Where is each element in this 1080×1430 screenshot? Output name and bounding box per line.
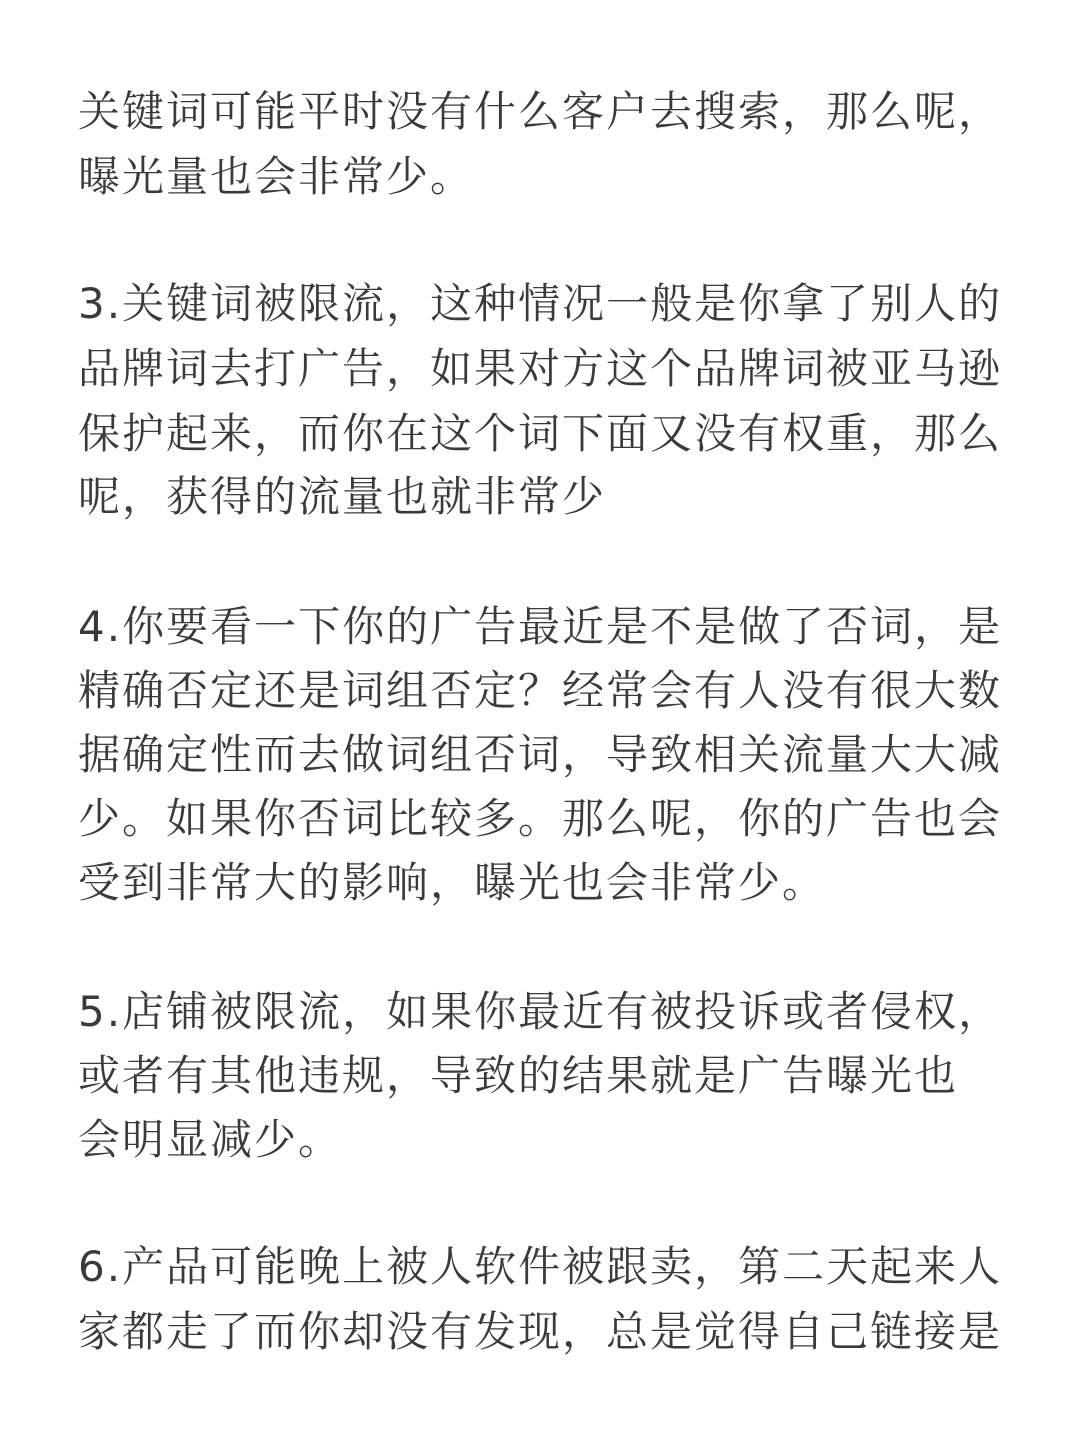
text-segment: ，如果你最近有被投诉或者侵权， <box>342 987 1003 1036</box>
text-line <box>78 725 1002 785</box>
text-segment: 少。如果你否词比较多。那么呢，你的广告也会 <box>78 794 1003 843</box>
text-line <box>78 274 1002 334</box>
text-line <box>78 1237 1002 1297</box>
text-segment: 5. <box>78 987 123 1036</box>
text-line <box>78 1302 1002 1362</box>
text-segment: ，这种情况一般是你拿了别人的 <box>386 279 1003 328</box>
highlighted-keyword: 被跟卖 <box>562 1242 695 1291</box>
text-segment: 或者有其他违规，导致的结果就是广告曝光也 <box>78 1051 959 1100</box>
text-segment: 家都走了而你却没有发现，总是觉得自己链接是 <box>78 1307 1003 1356</box>
text-segment: 品牌词去打广告，如果对方这个品牌词被亚马逊 <box>78 344 1003 393</box>
text-line <box>78 597 1002 657</box>
highlighted-keyword: 否词 <box>826 602 915 651</box>
text-segment: 3. <box>78 279 123 328</box>
text-line <box>78 467 606 527</box>
text-line <box>78 789 1002 849</box>
text-line <box>78 404 1002 464</box>
text-segment: 4.你要看一下你的广告最近是不是做了 <box>78 602 827 651</box>
text-segment: ，是 <box>914 602 1003 651</box>
text-line <box>78 1046 958 1106</box>
text-segment: 精确否定还是词组否定？经常会有人没有很大数 <box>78 666 1003 715</box>
text-line <box>78 82 1002 142</box>
text-segment: 受到非常大的影响，曝光也会非常少。 <box>78 858 827 907</box>
text-line <box>78 147 474 207</box>
text-segment: 6.产品可能晚上被人软件 <box>78 1242 563 1291</box>
text-segment: 据确定性而去做词组否词，导致相关流量大大减 <box>78 730 1003 779</box>
highlighted-keyword: 店铺被限流 <box>122 987 343 1036</box>
text-line <box>78 853 826 913</box>
text-segment: 保护起来，而你在这个词下面又没有权重，那么 <box>78 409 1003 458</box>
highlighted-keyword: 关键词被限流 <box>122 279 387 328</box>
text-line <box>78 1110 342 1170</box>
text-segment: 关键词可能平时没有什么客户去搜索，那么呢， <box>78 87 1003 136</box>
text-segment: 曝光量也会非常少。 <box>78 152 475 201</box>
text-segment: ，第二天起来人 <box>694 1242 1003 1291</box>
text-line <box>78 982 1002 1042</box>
text-segment: 会明显减少。 <box>78 1115 343 1164</box>
text-line <box>78 339 1002 399</box>
text-segment: 呢，获得的流量也就非常少 <box>78 472 607 521</box>
text-line <box>78 661 1002 721</box>
